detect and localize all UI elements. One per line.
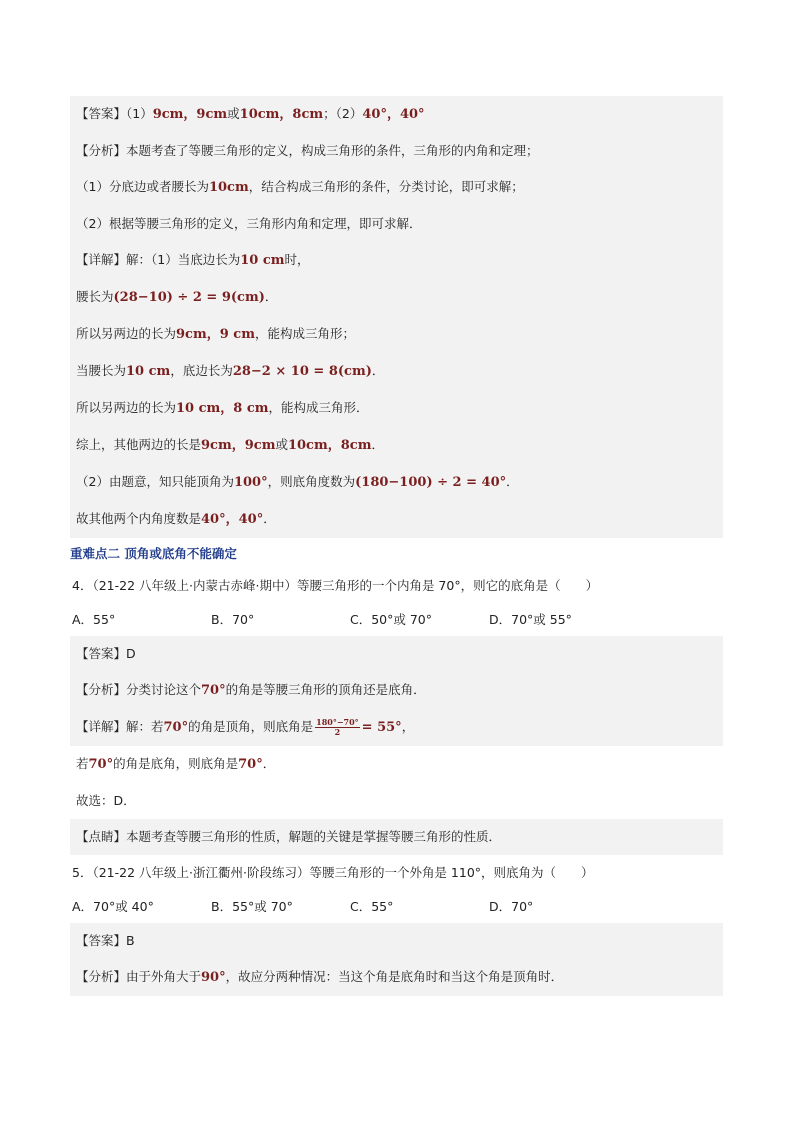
q5-solution-block <box>70 923 723 996</box>
text: 所以另两边的长为 <box>76 400 177 415</box>
text: ，故应分两种情况：当这个角是底角时和当这个角是顶角时． <box>225 969 564 984</box>
q3-answer <box>70 96 723 133</box>
text: 或 <box>275 437 288 452</box>
math: 40°，40° <box>362 107 425 122</box>
q4-detail-1 <box>70 709 723 746</box>
text: ，则底角度数为 <box>267 474 356 489</box>
text: 的角是顶角，则底角是 <box>188 719 314 734</box>
math: 70° <box>238 757 263 772</box>
text: 的角是底角，则底角是 <box>113 756 239 771</box>
math: 40°，40° <box>201 512 264 527</box>
text: 的角是等腰三角形的顶角还是底角． <box>225 682 426 697</box>
math: 70° <box>88 757 114 772</box>
text: 时， <box>284 252 310 267</box>
q3-detail-3 <box>70 316 723 353</box>
text: 【详解】解：（1）当底边长为 <box>76 252 241 267</box>
text: 【答案】B <box>76 933 135 948</box>
math: 10 cm <box>240 253 285 268</box>
q5-option-c: C．55° <box>350 899 394 914</box>
text: （2）根据等腰三角形的定义，三角形内角和定理，即可求解． <box>76 216 422 231</box>
q3-detail-4 <box>70 353 723 390</box>
q4-question: 4．（21-22 八年级上·内蒙古赤峰·期中）等腰三角形的一个内角是 70°，则它的底角是（ ） <box>72 578 599 593</box>
q5-analysis <box>70 959 723 996</box>
answer-part: （1） <box>126 106 153 121</box>
q4-option-d: D．70°或 55° <box>489 612 572 627</box>
document-page <box>70 96 723 996</box>
q5-option-d: D．70° <box>489 899 534 914</box>
q5-option-a: A．70°或 40° <box>72 899 154 914</box>
text: 【点睛】本题考查等腰三角形的性质，解题的关键是掌握等腰三角形的性质． <box>76 829 502 844</box>
q4-options <box>70 604 723 636</box>
math: (28−10) ÷ 2 = 9(cm) <box>113 290 265 305</box>
math: 10 cm，8 cm <box>176 401 269 416</box>
text: 所以另两边的长为 <box>76 326 177 341</box>
q4-solution-block <box>70 636 723 855</box>
math: 9cm，9cm <box>152 107 228 122</box>
text: ，底边长为 <box>170 363 233 378</box>
fraction-numerator: 180°−70° <box>316 717 359 727</box>
text: ；（2） <box>323 106 363 121</box>
text: 故其他两个内角度数是 <box>76 511 202 526</box>
text: 故选：D． <box>76 793 136 808</box>
text: 【分析】本题考查了等腰三角形的定义，构成三角形的条件，三角形的内角和定理； <box>76 143 539 158</box>
q4-option-b: B．70° <box>211 612 255 627</box>
q3-detail-1 <box>70 242 723 279</box>
fraction-denominator: 2 <box>334 727 341 737</box>
text: ． <box>506 474 519 489</box>
text: 若 <box>76 756 89 771</box>
math: 10cm，8cm <box>239 107 324 122</box>
answer-tag: 【答案】 <box>76 106 127 121</box>
q4-option-c: C．50°或 70° <box>350 612 433 627</box>
q4-detail-2 <box>70 746 723 783</box>
text: ． <box>371 363 385 378</box>
math: (180−100) ÷ 2 = 40° <box>355 475 507 490</box>
text: ． <box>264 289 278 304</box>
text: ． <box>263 511 276 526</box>
text: （2）由题意，知只能顶角为 <box>76 474 234 489</box>
q3-detail-2 <box>70 279 723 316</box>
q5-question: 5．（21-22 八年级上·浙江衢州·阶段练习）等腰三角形的一个外角是 110°，则底角为（ ） <box>72 865 594 880</box>
q3-detail-7 <box>70 464 723 501</box>
q3-analysis-2 <box>70 169 723 206</box>
text: ． <box>371 437 384 452</box>
math: 28−2 × 10 = 8(cm) <box>232 364 372 379</box>
text: 或 <box>227 106 240 121</box>
q4-choose <box>70 783 723 819</box>
math: 90° <box>201 970 226 985</box>
text: 当腰长为 <box>76 363 127 378</box>
q3-solution-block <box>70 96 723 538</box>
text: ，结合构成三角形的条件，分类讨论，即可求解； <box>248 179 524 194</box>
math: 10cm，8cm <box>287 438 372 453</box>
math: 70° <box>201 683 226 698</box>
q4-option-a: A．55° <box>72 612 116 627</box>
q3-analysis-3 <box>70 206 723 242</box>
q4-analysis <box>70 672 723 709</box>
text: 【分析】分类讨论这个 <box>76 682 202 697</box>
text: ，能构成三角形． <box>268 400 369 415</box>
math: 100° <box>233 475 268 490</box>
text: 【分析】由于外角大于 <box>76 969 202 984</box>
math: 70° <box>163 720 189 735</box>
text: ，能构成三角形； <box>254 326 355 341</box>
math: 9cm，9 cm <box>176 327 255 342</box>
q3-detail-6 <box>70 427 723 464</box>
text: ， <box>401 719 415 734</box>
section-title: 重难点二 顶角或底角不能确定 <box>70 546 237 561</box>
text: 【答案】D <box>76 646 136 661</box>
q5-answer <box>70 923 723 959</box>
q4-comment <box>70 819 723 855</box>
q3-analysis-1 <box>70 133 723 169</box>
fraction <box>315 718 360 737</box>
q5-options <box>70 891 723 923</box>
text: 【详解】解：若 <box>76 719 164 734</box>
q3-detail-5 <box>70 390 723 427</box>
text: 腰长为 <box>76 289 114 304</box>
text: ． <box>262 756 276 771</box>
math: = 55° <box>361 720 402 735</box>
math: 9cm，9cm <box>201 438 276 453</box>
math: 10 cm <box>126 364 171 379</box>
q4-answer <box>70 636 723 672</box>
math: 10cm <box>208 180 249 195</box>
text: （1）分底边或者腰长为 <box>76 179 209 194</box>
q5-option-b: B．55°或 70° <box>211 899 293 914</box>
text: 综上，其他两边的长是 <box>76 437 202 452</box>
q3-detail-8 <box>70 501 723 538</box>
